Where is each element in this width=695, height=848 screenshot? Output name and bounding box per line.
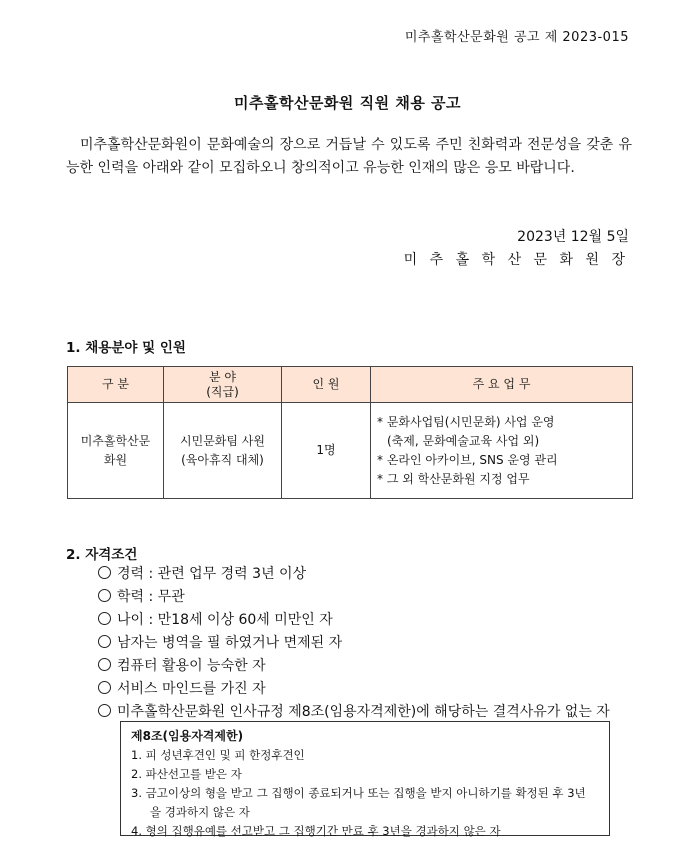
- article-title: 제8조(임용자격제한): [131, 729, 244, 743]
- qualification-list: [98, 563, 610, 724]
- division-line2: 화원: [103, 452, 128, 467]
- header-field: [164, 367, 282, 403]
- list-item: 미추홀학산문화원 인사규정 제8조(임용자격제한)에 해당하는 결격사유가 없는 자: [98, 701, 610, 724]
- circle-bullet-icon: [98, 635, 111, 648]
- circle-bullet-icon: [98, 704, 111, 717]
- cell-count: 1명: [282, 403, 371, 499]
- list-item: 컴퓨터 활용이 능숙한 자: [98, 655, 610, 678]
- duty-item: * 온라인 아카이브, SNS 운영 관리: [377, 452, 558, 467]
- notice-date: 2023년 12월 5일: [517, 229, 629, 245]
- article-list: [131, 746, 599, 841]
- list-item: 나이 : 만18세 이상 60세 미만인 자: [98, 609, 610, 632]
- article-item: 1. 피 성년후견인 및 피 한정후견인: [131, 748, 305, 762]
- header-field-line1: 분 야: [209, 369, 236, 384]
- header-count: 인 원: [282, 367, 371, 403]
- list-item: 서비스 마인드를 가진 자: [98, 678, 610, 701]
- duty-item: (축제, 문화예술교육 사업 외): [387, 433, 540, 448]
- notice-number: 미추홀학산문화원 공고 제 2023-015: [404, 30, 629, 45]
- circle-bullet-icon: [98, 589, 111, 602]
- intro-paragraph: [66, 134, 632, 180]
- header-division: 구 분: [68, 367, 164, 403]
- issuer: 미 추 홀 학 산 문 화 원 장: [403, 252, 629, 268]
- recruitment-table: [67, 366, 633, 499]
- article-item: 을 경과하지 않은 자: [150, 805, 250, 819]
- intro-text: 미추홀학산문화원이 문화예술의 장으로 거듭날 수 있도록 주민 친화력과 전문성을 갖춘 유능한 인력을 아래와 같이 모집하오니 창의적이고 유능한 인재의 많은 응모 바랍니다.: [66, 137, 632, 176]
- field-line1: 시민문화팀 사원: [180, 433, 265, 448]
- header-duties: 주 요 업 무: [371, 367, 633, 403]
- article-8-box: [120, 721, 610, 836]
- article-item: 3. 금고이상의 형을 받고 그 집행이 종료되거나 또는 집행을 받지 아니하기를 확정된 후 3년: [131, 786, 586, 800]
- cell-division: [68, 403, 164, 499]
- section2-title: 2. 자격조건: [66, 547, 138, 563]
- table-row: [68, 403, 633, 499]
- article-item: 2. 파산선고를 받은 자: [131, 767, 242, 781]
- header-field-line2: (직급): [206, 384, 239, 399]
- list-item: 경력 : 관련 업무 경력 3년 이상: [98, 563, 610, 586]
- table-header-row: [68, 367, 633, 403]
- duty-item: * 그 외 학산문화원 지정 업무: [377, 471, 530, 486]
- list-item: 학력 : 무관: [98, 586, 610, 609]
- page-title: 미추홀학산문화원 직원 채용 공고: [233, 94, 462, 112]
- division-line1: 미추홀학산문: [80, 433, 151, 448]
- cell-duties: [371, 403, 633, 499]
- circle-bullet-icon: [98, 566, 111, 579]
- duty-item: * 문화사업팀(시민문화) 사업 운영: [377, 414, 555, 429]
- cell-field: [164, 403, 282, 499]
- circle-bullet-icon: [98, 681, 111, 694]
- article-item: 4. 형의 집행유예를 선고받고 그 집행기간 만료 후 3년을 경과하지 않은 자: [131, 824, 501, 838]
- section1-title: 1. 채용분야 및 인원: [66, 340, 186, 356]
- list-item: 남자는 병역을 필 하였거나 면제된 자: [98, 632, 610, 655]
- field-line2: (육아휴직 대체): [181, 452, 264, 467]
- circle-bullet-icon: [98, 658, 111, 671]
- circle-bullet-icon: [98, 612, 111, 625]
